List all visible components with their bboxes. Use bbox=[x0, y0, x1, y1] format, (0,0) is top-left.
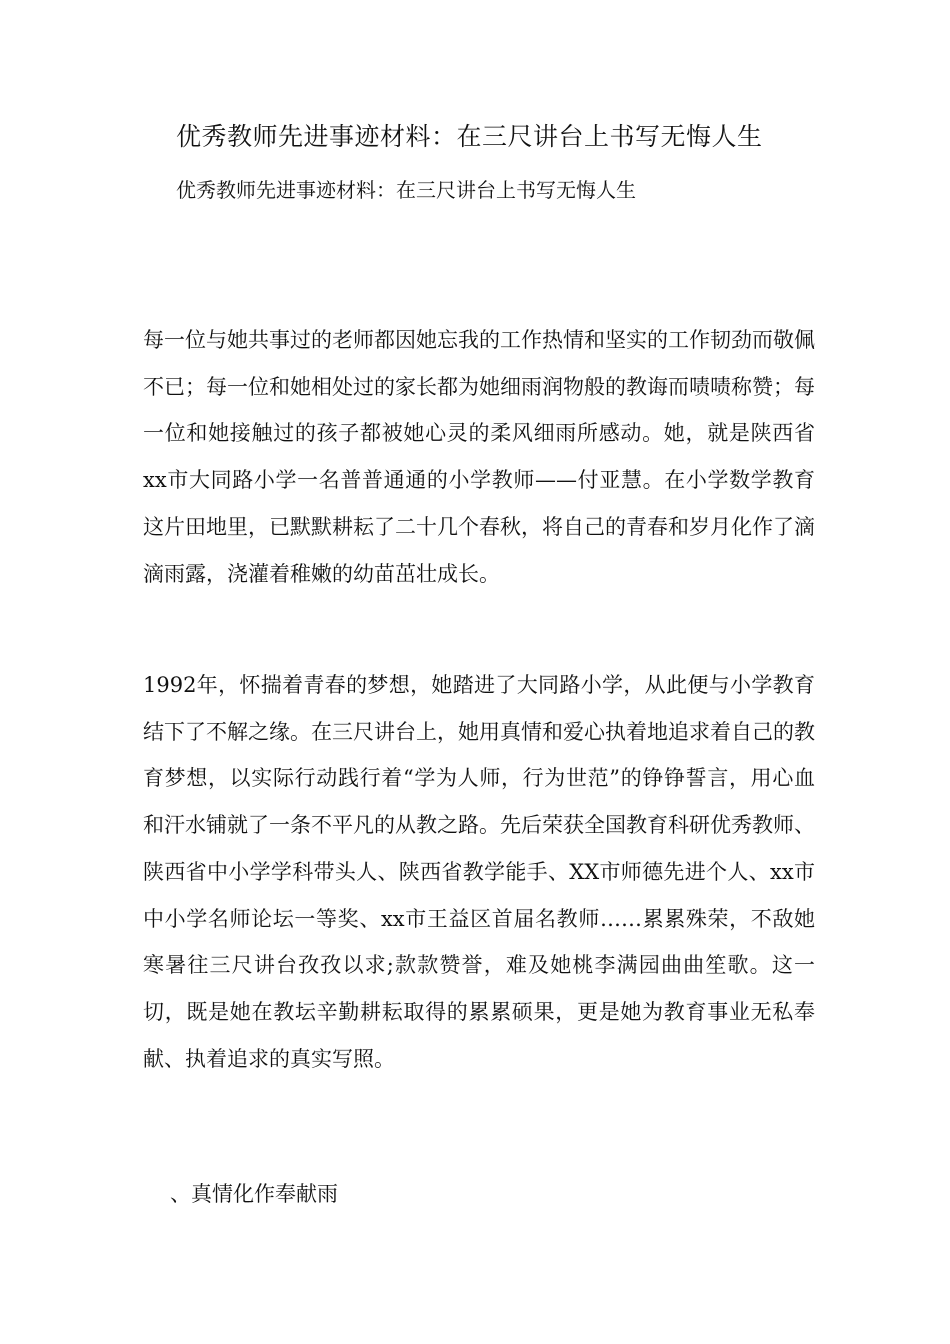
body-paragraph-1: 每一位与她共事过的老师都因她忘我的工作热情和坚实的工作韧劲而敬佩不已；每一位和她相处过的家长都为她细雨润物般的教诲而啧啧称赞；每一位和她接触过的孩子都被她心灵的柔风细雨所感动。她，就是陕西省xx市大同路小学一名普普通通的小学教师——付亚慧。在小学数学教育这片田地里，已默默耕耘了二十几个春秋，将自己的青春和岁月化作了滴滴雨露，浇灌着稚嫩的幼苗茁壮成长。 bbox=[143, 328, 815, 586]
document-title: 优秀教师先进事迹材料：在三尺讲台上书写无悔人生 bbox=[176, 122, 763, 151]
section-heading: 、真情化作奉献雨 bbox=[170, 1182, 338, 1206]
body-paragraph-2: 1992年，怀揣着青春的梦想，她踏进了大同路小学，从此便与小学教育结下了不解之缘。在三尺讲台上，她用真情和爱心执着地追求着自己的教育梦想，以实际行动践行着“学为人师，行为世范”的铮铮誓言，用心血和汗水铺就了一条不平凡的从教之路。先后荣获全国教育科研优秀教师、陕西省中小学学科带头人、陕西省教学能手、XX市师德先进个人、xx市中小学名师论坛一等奖、xx市王益区首届名教师……累累殊荣，不敌她寒暑往三尺讲台孜孜以求;款款赞誉，难及她桃李满园曲曲笙歌。这一切，既是她在教坛辛勤耕耘取得的累累硕果，更是她为教育事业无私奉献、执着追求的真实写照。 bbox=[143, 673, 815, 1071]
document-subtitle: 优秀教师先进事迹材料：在三尺讲台上书写无悔人生 bbox=[176, 178, 636, 202]
